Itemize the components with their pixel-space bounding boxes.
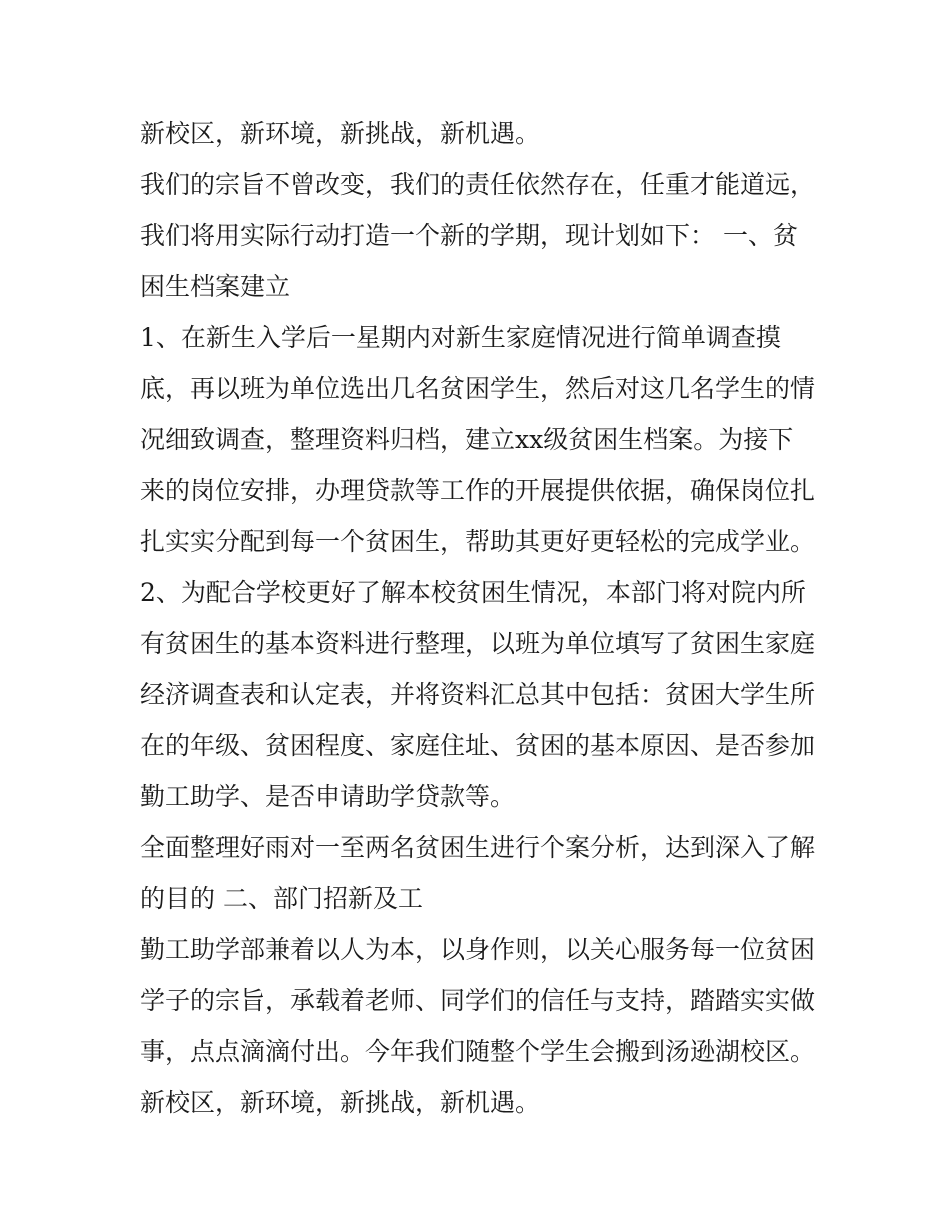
text-line: 勤工助学、是否申请助学贷款等。 — [140, 782, 516, 811]
text-line: 1、在新生入学后一星期内对新生家庭情况进行简单调查摸 — [140, 323, 781, 352]
text-line: 2、为配合学校更好了解本校贫困生情况，本部门将对院内所 — [140, 578, 806, 607]
text-line: 的目的 二、部门招新及工 — [140, 884, 423, 913]
document-body — [140, 108, 820, 1128]
text-line: 况细致调查，整理资料归档，建立xx级贫困生档案。为接下 — [140, 425, 794, 454]
text-line: 新校区，新环境，新挑战，新机遇。 — [140, 1088, 541, 1117]
text-line: 学子的宗旨，承载着老师、同学们的信任与支持，踏踏实实做 — [140, 986, 816, 1015]
text-line: 困生档案建立 — [140, 272, 291, 301]
text-line: 勤工助学部兼着以人为本，以身作则，以关心服务每一位贫困 — [140, 935, 816, 964]
text-line: 经济调查表和认定表，并将资料汇总其中包括：贫困大学生所 — [140, 680, 816, 709]
text-line: 在的年级、贫困程度、家庭住址、贫困的基本原因、是否参加 — [140, 731, 816, 760]
text-line: 我们的宗旨不曾改变，我们的责任依然存在，任重才能道远， — [140, 170, 816, 199]
text-line: 来的岗位安排，办理贷款等工作的开展提供依据，确保岗位扎 — [140, 476, 816, 505]
text-line: 全面整理好雨对一至两名贫困生进行个案分析，达到深入了解 — [140, 833, 816, 862]
text-line: 底，再以班为单位选出几名贫困学生，然后对这几名学生的情 — [140, 374, 816, 403]
text-line: 事，点点滴滴付出。今年我们随整个学生会搬到汤逊湖校区。 — [140, 1037, 816, 1066]
text-line: 扎实实分配到每一个贫困生，帮助其更好更轻松的完成学业。 — [140, 527, 816, 556]
text-line: 有贫困生的基本资料进行整理，以班为单位填写了贫困生家庭 — [140, 629, 816, 658]
text-line: 我们将用实际行动打造一个新的学期，现计划如下： 一、贫 — [140, 221, 798, 250]
text-line: 新校区，新环境，新挑战，新机遇。 — [140, 119, 541, 148]
